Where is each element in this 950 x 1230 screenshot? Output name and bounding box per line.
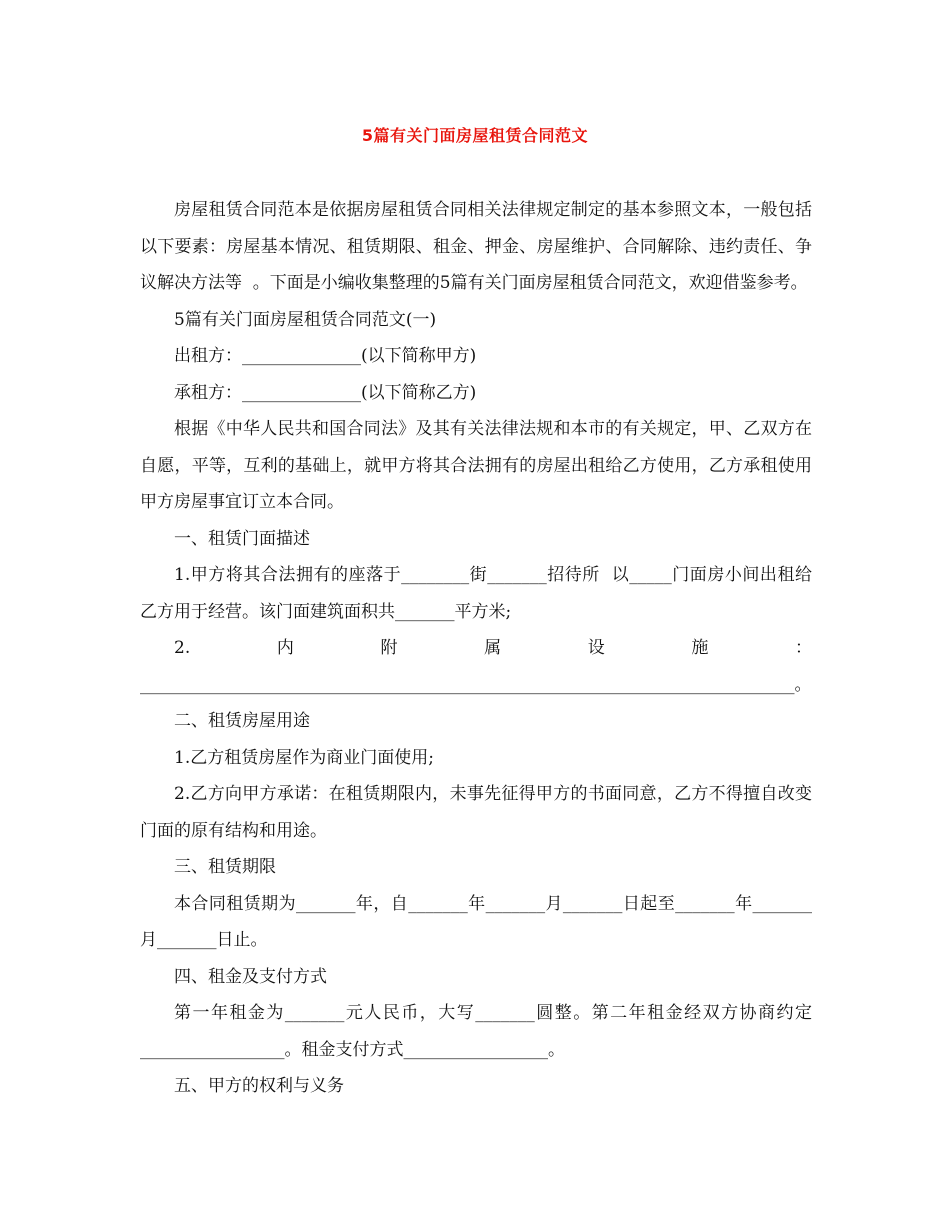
paragraph-preamble: 根据《中华人民共和国合同法》及其有关法律法规和本市的有关规定，甲、乙双方在自愿，平等，互利的基础上，就甲方将其合法拥有的房屋出租给乙方使用，乙方承租使用甲方房屋事宜订立本合同。 [140,419,812,512]
clause-3-1: 本合同租赁期为_______年，自_______年_______月_______日起至_______年_______月_______日止。 [140,893,812,950]
clause-2-1: 1.乙方租赁房屋作为商业门面使用; [174,747,434,768]
paragraph-lessee: 承租方：______________(以下简称乙方) [174,382,477,403]
heading-1: 一、租赁门面描述 [174,528,310,549]
paragraph-section-heading: 5篇有关门面房屋租赁合同范文(一) [174,309,437,330]
document-title: 5篇有关门面房屋租赁合同范文 [361,126,589,145]
heading-4: 四、租金及支付方式 [174,966,327,987]
clause-1-2: 2.内附属设施：_____________________________________________________________________________。 [140,638,812,695]
clause-4-1: 第一年租金为_______元人民币，大写_______圆整。第二年租金经双方协商约定_________________。租金支付方式_________________。 [140,1003,812,1060]
document-body [140,192,812,1105]
paragraph-lessor: 出租方：______________(以下简称甲方) [174,346,477,366]
heading-5: 五、甲方的权利与义务 [174,1076,344,1096]
clause-1-1: 1.甲方将其合法拥有的座落于________街_______招待所 以_____门面房小间出租给乙方用于经营。该门面建筑面积共_______平方米; [140,565,812,622]
clause-2-2: 2.乙方向甲方承诺：在租赁期限内，未事先征得甲方的书面同意，乙方不得擅自改变门面的原有结构和用途。 [140,784,812,841]
heading-2: 二、租赁房屋用途 [174,711,310,731]
heading-3: 三、租赁期限 [174,857,276,877]
paragraph-intro: 房屋租赁合同范本是依据房屋租赁合同相关法律规定制定的基本参照文本，一般包括以下要素：房屋基本情况、租赁期限、租金、押金、房屋维护、合同解除、违约责任、争议解决方法等 。下面是小编收集整理的5篇有关门面房屋租赁合同范文，欢迎借鉴参考。 [140,200,812,293]
